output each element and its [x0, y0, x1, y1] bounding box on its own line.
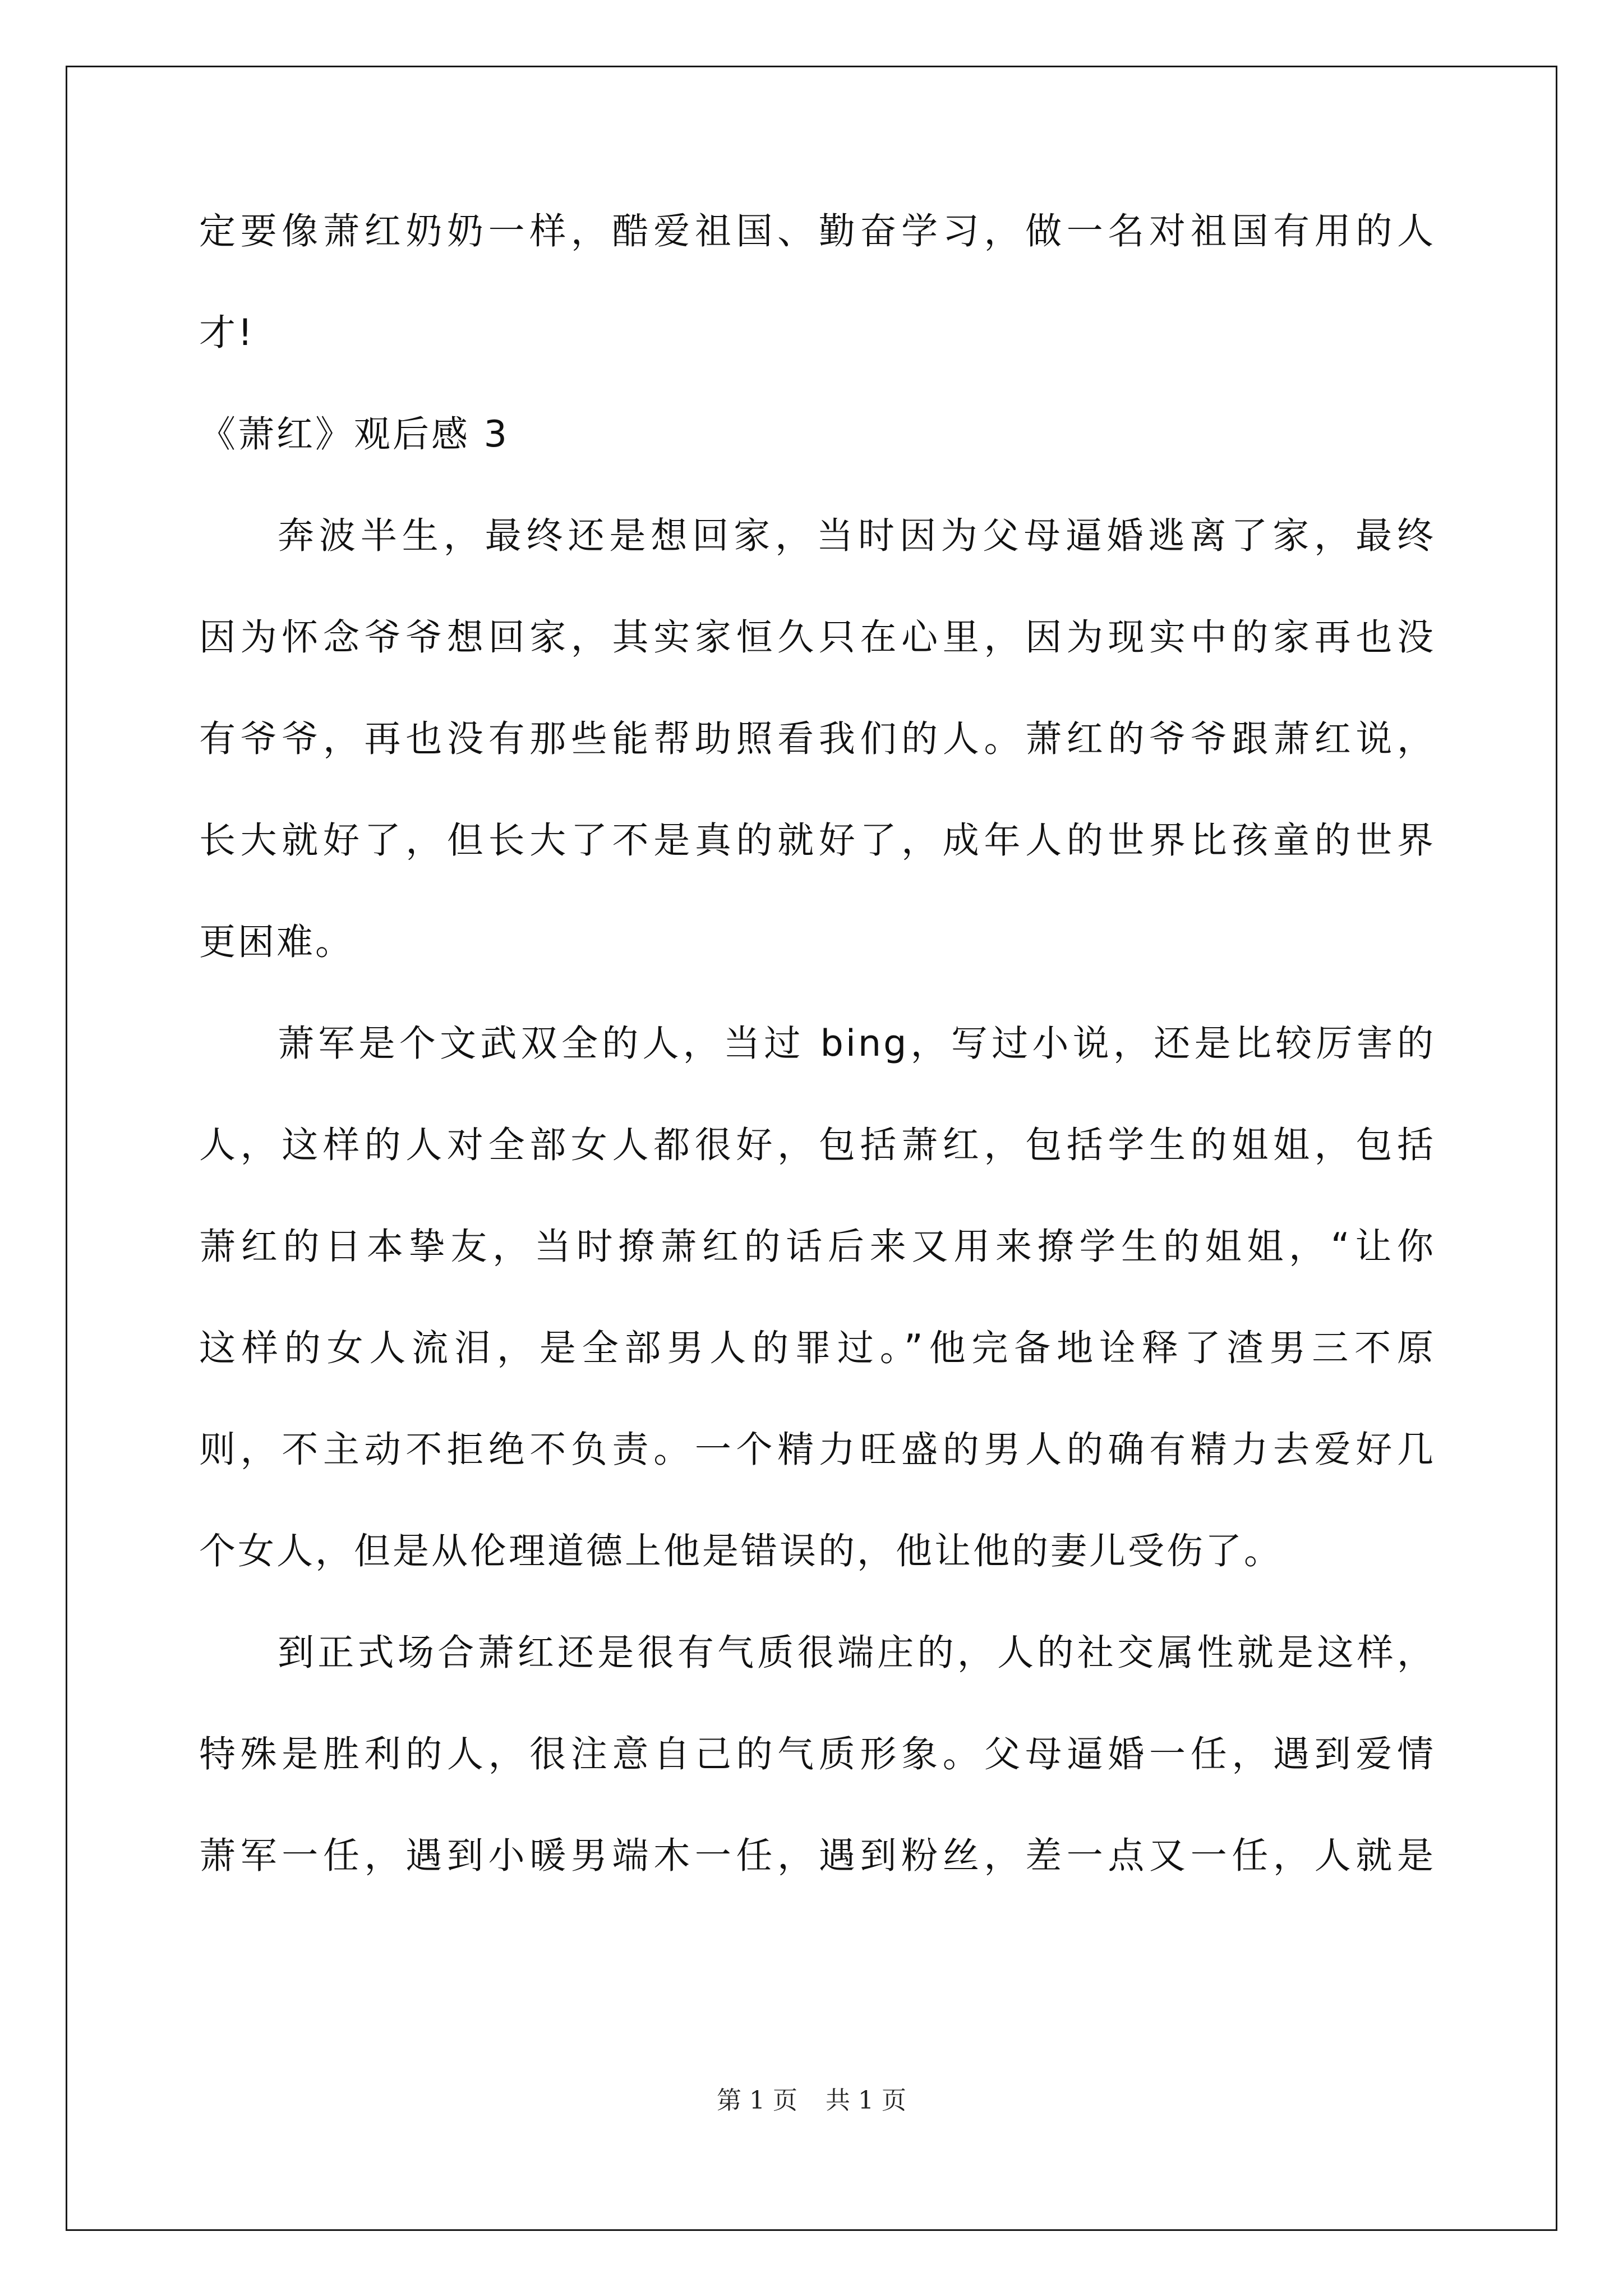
- page-number-current: 第 1 页: [717, 2086, 797, 2115]
- paragraph-start-line: 萧军是个文武双全的人，当过 bing，写过小说，还是比较厉害的: [278, 1023, 1436, 1065]
- page-footer: [0, 2087, 1623, 2115]
- text-line: 这样的女人流泪，是全部男人的罪过。”他完备地诠释了渣男三不原: [199, 1327, 1436, 1369]
- section-heading: 《萧红》观后感 3: [199, 413, 510, 455]
- text-line: 定要像萧红奶奶一样，酷爱祖国、勤奋学习，做一名对祖国有用的人: [199, 210, 1436, 252]
- text-line: 才!: [199, 312, 255, 354]
- text-line: 有爷爷，再也没有那些能帮助照看我们的人。萧红的爷爷跟萧红说，: [199, 718, 1436, 760]
- text-line: 因为怀念爷爷想回家，其实家恒久只在心里，因为现实中的家再也没: [199, 616, 1436, 659]
- text-line: 人，这样的人对全部女人都很好，包括萧红，包括学生的姐姐，包括: [199, 1124, 1436, 1166]
- text-line: 特殊是胜利的人，很注意自己的气质形象。父母逼婚一任，遇到爱情: [199, 1733, 1436, 1775]
- paragraph-start-line: 到正式场合萧红还是很有气质很端庄的，人的社交属性就是这样，: [278, 1632, 1436, 1674]
- document-body: [199, 210, 1436, 1939]
- text-line: 则，不主动不拒绝不负责。一个精力旺盛的男人的确有精力去爱好几: [199, 1429, 1436, 1471]
- paragraph-start-line: 奔波半生，最终还是想回家，当时因为父母逼婚逃离了家，最终: [278, 515, 1436, 557]
- text-line: 萧红的日本挚友，当时撩萧红的话后来又用来撩学生的姐姐，“让你: [199, 1226, 1436, 1268]
- text-line: 长大就好了，但长大了不是真的就好了，成年人的世界比孩童的世界: [199, 820, 1436, 862]
- text-line: 萧军一任，遇到小暖男端木一任，遇到粉丝，差一点又一任，人就是: [199, 1835, 1436, 1877]
- page-number-total: 共 1 页: [826, 2086, 906, 2115]
- text-line: 更困难。: [199, 921, 354, 963]
- text-line: 个女人，但是从伦理道德上他是错误的，他让他的妻儿受伤了。: [199, 1530, 1283, 1572]
